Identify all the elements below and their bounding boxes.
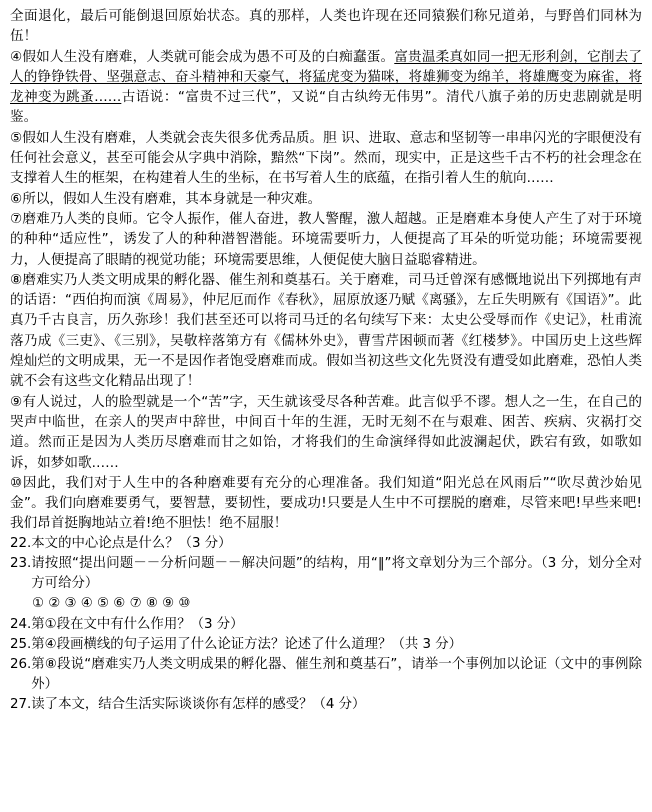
question-22 bbox=[10, 534, 642, 554]
paragraph-marker-8: ⑧ bbox=[10, 271, 23, 288]
paragraph-10 bbox=[10, 473, 642, 534]
question-22-number: 22. bbox=[10, 535, 32, 551]
paragraph-5 bbox=[10, 128, 642, 189]
paragraph-marker-7: ⑦ bbox=[10, 210, 23, 227]
question-26-number: 26. bbox=[10, 656, 32, 672]
question-25 bbox=[10, 635, 642, 655]
question-23-number: 23. bbox=[10, 555, 32, 571]
paragraph-10-text: 因此，我们对于人生中的各种磨难要有充分的心理准备。我们知道“阳光总在风雨后”“吹尽黄沙始见金”。我们向磨难要勇气，要智慧，要韧性，要成功!只要是人生中不可摆脱的磨难，尽管来吧!早些来吧!我们昂首挺胸地站立着!绝不胆怯！绝不屈服！ bbox=[10, 474, 643, 532]
question-27-number: 27. bbox=[10, 697, 32, 713]
question-23-text: 请按照“提出问题－－分析问题－－解决问题”的结构，用“‖”将文章划分为三个部分。（3 分，划分全对方可给分） bbox=[31, 555, 642, 592]
question-22-text: 本文的中心论点是什么？（3 分） bbox=[31, 535, 232, 551]
question-24 bbox=[10, 615, 642, 635]
question-24-number: 24. bbox=[10, 616, 32, 632]
paragraph-marker-10: ⑩ bbox=[10, 474, 23, 491]
paragraph-7 bbox=[10, 209, 642, 270]
question-26 bbox=[10, 655, 642, 695]
paragraph-4-underlined: 富贵温柔真如同一把无形利剑，它削去了人的铮铮铁骨、坚强意志、奋斗精神和天豪气，将猛虎变为猫咪，将雄狮变为绵羊，将雄鹰变为麻雀，将龙神变为跳蚤…… bbox=[10, 48, 643, 106]
paragraph-4-text-before: 假如人生没有磨难，人类就可能会成为愚不可及的白痴蠢蛋。 bbox=[22, 48, 395, 65]
paragraph-continued: 全面退化，最后可能倒退回原始状态。真的那样，人类也许现在还同猿猴们称兄道弟，与野兽们同林为伍！ bbox=[10, 8, 642, 45]
paragraph-6 bbox=[10, 189, 642, 209]
paragraph-8 bbox=[10, 270, 642, 392]
paragraph-marker-6: ⑥ bbox=[10, 190, 23, 207]
paragraph-9-text: 有人说过，人的脸型就是一个“苦”字，天生就该受尽各种苦难。此言似乎不谬。想人之一生，在自己的哭声中临世，在亲人的哭声中辞世，中间百十年的生涯，无时无刻不在与艰难、困苦、疾病、灾祸打交道。然而正是因为人类历尽磨难而甘之如饴，才将我们的生命演绎得如此波澜起伏，跌宕有致，如歌如诉，如梦如歌…… bbox=[10, 393, 642, 471]
question-25-number: 25. bbox=[10, 636, 32, 652]
question-27-text: 读了本文，结合生活实际谈谈你有怎样的感受？（4 分） bbox=[31, 697, 366, 713]
paragraph-6-text: 所以，假如人生没有磨难，其本身就是一种灾难。 bbox=[22, 190, 322, 207]
question-25-text: 第④段画横线的句子运用了什么论证方法？论述了什么道理？（共 3 分） bbox=[31, 636, 463, 652]
paragraph-marker-4: ④ bbox=[10, 48, 23, 65]
paragraph-9 bbox=[10, 392, 642, 473]
question-23-paragraph-markers: ① ② ③ ④ ⑤ ⑥ ⑦ ⑧ ⑨ ⑩ bbox=[32, 596, 191, 612]
paragraph-8-text: 磨难实乃人类文明成果的孵化器、催生剂和奠基石。关于磨难，司马迁曾深有感慨地说出下列掷地有声的话语：“西伯拘而演《周易》，仲尼厄而作《春秋》，屈原放逐乃赋《离骚》，左丘失明厥有《国语》”。此真乃千古良言，历久弥珍！我们甚至还可以将司马迁的名句续写下来：太史公受辱而作《史记》，杜甫流落乃成《三吏》、《三别》，吴敬梓落第方有《儒林外史》，曹雪芹困顿而著《红楼梦》。中国历史上这些辉煌灿烂的文明成果，无一不是因作者饱受磨难而成。假如当初这些文化先贤没有遭受如此磨难，恐怕人类就不会有这些文化精品出现了！ bbox=[10, 271, 643, 390]
paragraph-marker-5: ⑤ bbox=[10, 129, 23, 146]
question-24-text: 第①段在文中有什么作用？（3 分） bbox=[31, 616, 244, 632]
paragraph-5-text: 假如人生没有磨难，人类就会丧失很多优秀品质。胆 识、进取、意志和坚韧等一串串闪光的字眼便没有任何社会意义，甚至可能会从字典中消除，黯然“下岗”。然而，现实中，正是这些千古不朽的社会理念在支撑着人生的框架，在构建着人生的坐标，在书写着人生的底蕴，在指引着人生的航向…… bbox=[10, 129, 643, 187]
paragraph-4 bbox=[10, 47, 642, 128]
paragraph-marker-9: ⑨ bbox=[10, 393, 23, 410]
paragraph-7-text: 磨难乃人类的良师。它令人振作，催人奋进，教人警醒，激人超越。正是磨难本身使人产生了对于环境的种种“适应性”，诱发了人的种种潜智潜能。环境需要听力，人便提高了耳朵的听觉功能；环境需要视力，人便提高了眼睛的视觉功能；环境需要思维，人便促使大脑日益聪睿精进。 bbox=[10, 210, 643, 268]
paragraph-4-text-after: 古语说：“富贵不过三代”，又说“自古纨绔无伟男”。清代八旗子弟的历史悲剧就是明鉴。 bbox=[10, 89, 643, 126]
question-23 bbox=[10, 554, 642, 594]
question-27 bbox=[10, 695, 642, 715]
question-26-text: 第⑧段说“磨难实乃人类文明成果的孵化器、催生剂和奠基石”，请举一个事例加以论证（文中的事例除外） bbox=[31, 656, 642, 693]
